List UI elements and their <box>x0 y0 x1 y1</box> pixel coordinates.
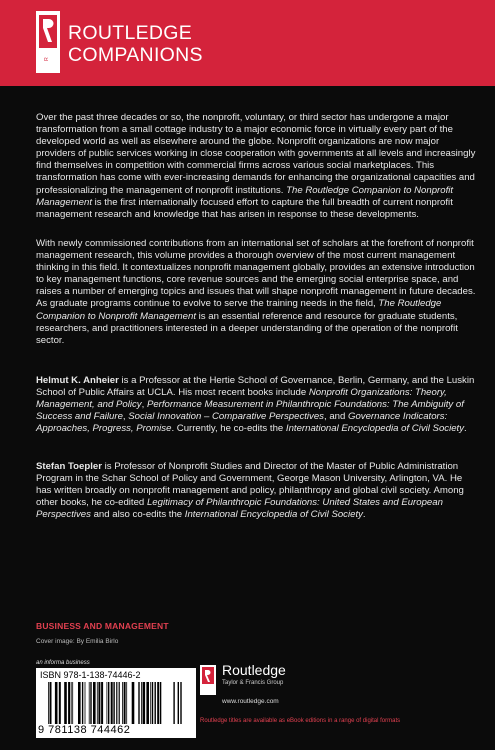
series-title-line1: ROUTLEDGE <box>68 22 193 44</box>
publisher-url: www.routledge.com <box>222 698 279 705</box>
author-bio-toepler <box>36 461 476 521</box>
routledge-publisher-logo-icon <box>200 665 216 695</box>
series-title-line2: COMPANIONS <box>68 44 203 66</box>
body-text: is an essential reference and resource for graduate students, researchers, and practitioners interested in a deeper understanding of the operation of the nonprofit sector. <box>36 310 458 346</box>
italic-text: International Encyclopedia of Civil Society <box>184 509 363 521</box>
body-text: . <box>362 509 366 521</box>
italic-text: The Routledge Companion to Nonprofit Management <box>36 298 442 322</box>
body-text: With newly commissioned contributions from an international set of scholars at the forefront of nonprofit management research, this volume provides a thorough overview of the most current management thinking in this field. It contextualizes nonprofit management globally, provides an extensive introduction to key management functions, core revenue sources and the emerging social enterprise space, and raises a number of emerging topics and issues that will shape nonprofit management in future decades. As graduate programs continue to evolve to serve the training needs in the field, <box>36 238 476 310</box>
body-text: , <box>141 399 147 411</box>
italic-text: The Routledge Companion to Nonprofit Management <box>36 184 454 208</box>
body-text: . Currently, he co-edits the <box>171 423 286 435</box>
body-text: , <box>122 411 129 423</box>
italic-text: Social Innovation – Comparative Perspectives <box>128 411 324 423</box>
barcode-digits: 9 781138 744462 <box>38 724 131 736</box>
author-name: Stefan Toepler <box>36 461 102 472</box>
isbn-barcode <box>36 668 196 738</box>
ebook-availability-note: Routledge titles are available as eBook editions in a range of digital formats <box>200 718 401 724</box>
isbn-number: ISBN 978-1-138-74446-2 <box>40 670 141 680</box>
body-text: Over the past three decades or so, the nonprofit, voluntary, or third sector has undergone a major transformation from a small cottage industry to a major economic force in virtually every part of the developed world as well as elsewhere around the globe. Nonprofit organizations are now major providers of public services working in close cooperation with governments at all levels and increasingly find themselves in competition with commercial firms across various social marketplaces. This transformation has come with ever-increasing demands for enhancing the organizational capacities and professionalizing the management of nonprofit institutions. <box>36 112 476 196</box>
description-paragraph-2 <box>36 238 476 347</box>
body-text: is the first internationally focused effort to capture the full breadth of current nonprofit management research and knowledge that has arisen in response to these developments. <box>36 196 453 220</box>
publisher-name: Routledge <box>222 662 286 678</box>
body-text: is Professor of Nonprofit Studies and Director of the Master of Public Administration Program in the Schar School of Policy and Government, George Mason University, Arlington, VA. He has written broadly on nonprofit management and policy, philanthropy and global civil society. Among other books, he co-edited <box>36 461 464 509</box>
publisher-group: Taylor & Francis Group <box>222 680 284 686</box>
cover-image-credit: Cover image: By Emilia Birlo <box>36 638 119 645</box>
author-name: Helmut K. Anheier <box>36 375 119 386</box>
italic-text: International Encyclopedia of Civil Society <box>285 423 465 435</box>
italic-text: Performance Measurement in Philanthropic Foundations: The Ambiguity of Success and Failure <box>36 399 464 423</box>
subject-category: BUSINESS AND MANAGEMENT <box>36 621 169 631</box>
svg-text:R: R <box>44 57 50 61</box>
body-text: , and <box>323 411 348 423</box>
author-bio-anheier <box>36 375 476 435</box>
routledge-logo-icon <box>36 11 60 73</box>
body-text: and also co-edits the <box>90 509 185 521</box>
series-banner <box>0 0 495 86</box>
body-text: is a Professor at the Hertie School of Governance, Berlin, Germany, and the Luskin School of Public Affairs at UCLA. His most recent books include <box>36 375 475 399</box>
barcode-bars <box>48 682 188 724</box>
body-text: . <box>464 423 467 435</box>
informa-tagline: an informa business <box>36 660 90 666</box>
italic-text: Governance Indicators: Approaches, Progress, Promise <box>36 411 448 435</box>
italic-text: Nonprofit Organizations: Theory, Management, and Policy <box>36 387 447 411</box>
description-paragraph-1 <box>36 112 476 221</box>
italic-text: Legitimacy of Philanthropic Foundations: United States and European Perspectives <box>36 497 443 521</box>
